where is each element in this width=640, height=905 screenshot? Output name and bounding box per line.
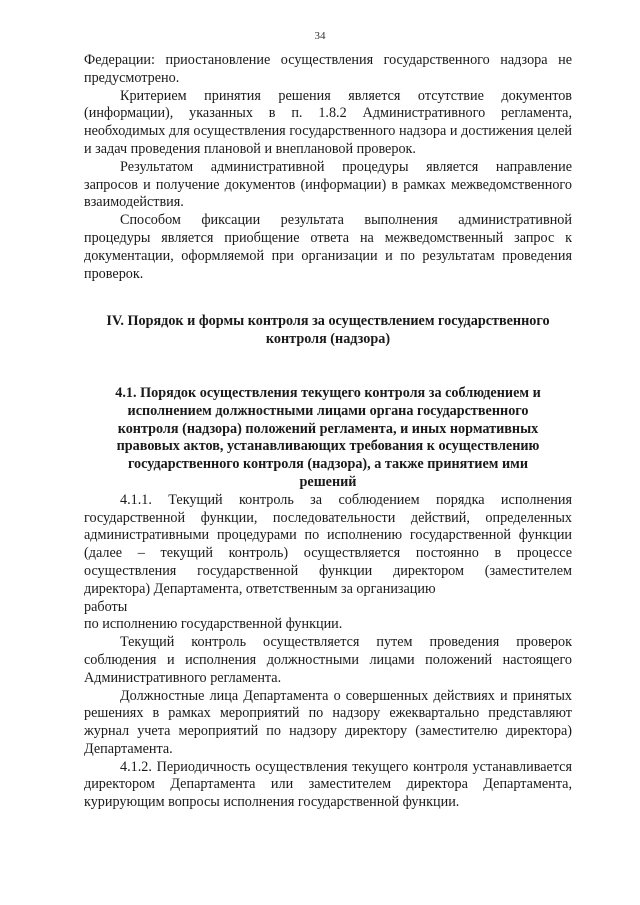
paragraph-officials-report: Должностные лица Департамента о совершенных действиях и принятых решениях в рамках мероприятий по надзору ежеквартально представляют журнал учета мероприятий по надзору директору (заместителю директора) Департамента. xyxy=(84,687,572,757)
subsection-heading-line: 4.1. Порядок осуществления текущего контроля за соблюдением и xyxy=(115,384,541,401)
paragraph-procedure-result: Результатом административной процедуры является направление запросов и получение документов (информации) в рамках межведомственного взаимодействия. xyxy=(84,158,572,211)
subsection-heading-line: контроля (надзора) положений регламента, и иных нормативных xyxy=(117,420,539,437)
paragraph-continuation: Федерации: приостановление осуществления государственного надзора не предусмотрено. xyxy=(84,52,572,86)
paragraph-4-1-1-tail: по исполнению государственной функции. xyxy=(84,616,343,633)
paragraph-4-1-1-word: работы xyxy=(84,598,128,615)
section-heading-iv xyxy=(84,313,572,349)
paragraph-current-control-method: Текущий контроль осуществляется путем проведения проверок соблюдения и исполнения должностными лицами положений настоящего Административного регламента. xyxy=(84,634,572,686)
paragraph-decision-criterion: Критерием принятия решения является отсутствие документов (информации), указанных в п. 1.8.2 Административного регламента, необходимых для осуществления государственного надзора и достижения целей и задач проведения плановой и внеплановой проверок. xyxy=(84,87,572,157)
subsection-heading-line: исполнением должностными лицами органа государственного xyxy=(127,402,529,419)
section-heading-line: IV. Порядок и формы контроля за осуществлением государственного xyxy=(106,313,550,330)
paragraph-fixation-method: Способом фиксации результата выполнения административной процедуры является приобщение ответа на межведомственный запрос к документации, оформляемой при организации и по результатам проведения проверок. xyxy=(84,212,572,282)
subsection-heading-line: правовых актов, устанавливающих требования к осуществлению xyxy=(116,438,540,455)
paragraph-4-1-1: 4.1.1. Текущий контроль за соблюдением порядка исполнения государственной функции, последовательности действий, определенных административными процедурами по исполнению государственной функции (далее – текущий контроль) осуществляется постоянно в процессе осуществления государственной функции директором (заместителем директора) Департамента, ответственным за организацию xyxy=(84,491,572,597)
subsection-heading-line: решений xyxy=(299,473,357,490)
page-number: 34 xyxy=(314,30,326,42)
document-body xyxy=(84,52,572,812)
subsection-heading-4-1 xyxy=(84,385,572,492)
subsection-heading-line: государственного контроля (надзора), а также принятием ими xyxy=(127,456,529,473)
paragraph-4-1-2: 4.1.2. Периодичность осуществления текущего контроля устанавливается директором Департамента или заместителем директора Департамента, курирующим вопросы исполнения государственной функции. xyxy=(84,758,572,811)
section-heading-line: контроля (надзора) xyxy=(265,331,391,348)
